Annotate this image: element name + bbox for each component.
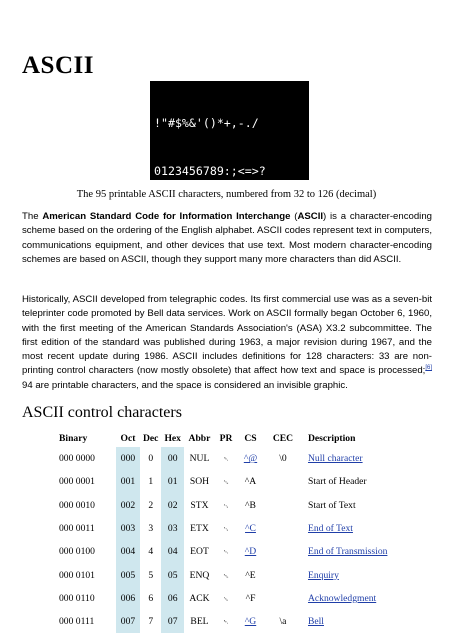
cell-pr xyxy=(215,587,237,610)
description-link[interactable]: Null character xyxy=(307,453,363,465)
control-picture-symbol: ␀ xyxy=(223,457,229,464)
cell-pr xyxy=(215,470,237,493)
cell-cs: ^F xyxy=(245,592,256,604)
cell-hex: 07 xyxy=(161,610,184,633)
cell-cec xyxy=(264,540,302,563)
control-picture-symbol: ␅ xyxy=(223,573,229,580)
table-row xyxy=(56,610,412,633)
cell-cec xyxy=(264,494,302,517)
history-tail: 94 are printable characters, and the space is considered an invisible graphic. xyxy=(22,379,348,391)
caret-notation-link[interactable]: ^@ xyxy=(243,453,258,465)
control-characters-table xyxy=(56,430,412,633)
cell-pr xyxy=(215,610,237,633)
cell-pr xyxy=(215,447,237,470)
cell-oct: 001 xyxy=(116,470,140,493)
cell-description xyxy=(302,447,412,470)
cell-binary: 000 0011 xyxy=(59,523,95,535)
col-header-description: Description xyxy=(307,433,356,444)
section-heading: ASCII control characters xyxy=(22,404,182,421)
cell-description xyxy=(302,540,412,563)
cell-abbr: SOH xyxy=(189,476,210,488)
cell-description xyxy=(302,587,412,610)
cell-binary: 000 0100 xyxy=(59,546,95,558)
cell-cs: ^B xyxy=(245,499,256,511)
cell-cec xyxy=(264,563,302,586)
control-picture-symbol: ␁ xyxy=(223,480,229,487)
cell-abbr: BEL xyxy=(190,616,209,628)
cell-binary: 000 0001 xyxy=(59,476,95,488)
description-link[interactable]: Acknowledgment xyxy=(307,592,377,604)
cell-dec: 0 xyxy=(148,453,154,465)
cell-pr xyxy=(215,494,237,517)
cell-pr xyxy=(215,563,237,586)
description-link[interactable]: End of Transmission xyxy=(307,546,388,558)
cell-description: Start of Text xyxy=(307,499,356,511)
figure-line: !"#$%&'()*+,-./ xyxy=(154,115,259,130)
cell-cec xyxy=(264,587,302,610)
cell-hex: 03 xyxy=(161,517,184,540)
history-paragraph xyxy=(22,293,432,393)
cell-oct: 003 xyxy=(116,517,140,540)
intro-paragraph xyxy=(22,210,432,267)
cell-binary: 000 0110 xyxy=(59,592,95,604)
cell-oct: 002 xyxy=(116,494,140,517)
cell-hex: 06 xyxy=(161,587,184,610)
cell-cs: ^E xyxy=(245,569,256,581)
description-link[interactable]: Bell xyxy=(307,616,324,628)
figure-line: 0123456789:;<=>? xyxy=(154,164,266,179)
table-row xyxy=(56,517,412,540)
col-header-oct: Oct xyxy=(120,433,136,444)
cell-description xyxy=(302,517,412,540)
figure-caption: The 95 printable ASCII characters, numbered from 32 to 126 (decimal) xyxy=(76,189,377,200)
cell-dec: 6 xyxy=(148,592,154,604)
cell-oct: 007 xyxy=(116,610,140,633)
control-picture-symbol: ␃ xyxy=(223,527,229,534)
table-row xyxy=(56,447,412,470)
cell-dec: 2 xyxy=(148,499,154,511)
control-picture-symbol: ␆ xyxy=(223,596,229,603)
cell-binary: 000 0010 xyxy=(59,499,95,511)
col-header-dec: Dec xyxy=(143,433,159,444)
description-link[interactable]: End of Text xyxy=(307,523,353,535)
intro-bold-term: American Standard Code for Information Interchange xyxy=(42,211,291,222)
cell-cs: ^A xyxy=(244,476,257,488)
table-row xyxy=(56,563,412,586)
cell-hex: 05 xyxy=(161,563,184,586)
caret-notation-link[interactable]: ^G xyxy=(244,616,257,628)
col-header-cs: CS xyxy=(244,433,257,444)
cell-hex: 02 xyxy=(161,494,184,517)
cell-pr xyxy=(215,540,237,563)
table-header-row xyxy=(56,430,412,447)
cell-cs xyxy=(237,540,264,563)
cell-cs xyxy=(237,610,264,633)
cell-hex: 01 xyxy=(161,470,184,493)
cell-abbr: EOT xyxy=(190,546,209,558)
control-picture-symbol: ␂ xyxy=(223,503,229,510)
col-header-abbr: Abbr xyxy=(188,433,211,444)
intro-bold-abbr: ASCII xyxy=(297,211,324,222)
control-picture-symbol: ␄ xyxy=(223,550,229,557)
cell-binary: 000 0111 xyxy=(59,616,95,628)
cell-oct: 006 xyxy=(116,587,140,610)
cell-dec: 4 xyxy=(148,546,154,558)
cell-cec xyxy=(264,517,302,540)
reference-link[interactable]: [6] xyxy=(425,365,432,372)
intro-mid: ( xyxy=(290,211,298,222)
cell-cec: \a xyxy=(279,616,287,628)
cell-binary: 000 0101 xyxy=(59,569,95,581)
table-row xyxy=(56,494,412,517)
cell-oct: 004 xyxy=(116,540,140,563)
cell-hex: 00 xyxy=(161,447,184,470)
cell-abbr: ETX xyxy=(190,523,209,535)
table-row xyxy=(56,540,412,563)
cell-oct: 005 xyxy=(116,563,140,586)
cell-cec: \0 xyxy=(279,453,287,465)
cell-cec xyxy=(264,470,302,493)
cell-abbr: ACK xyxy=(189,592,210,604)
cell-dec: 1 xyxy=(148,476,154,488)
table-row xyxy=(56,470,412,493)
cell-dec: 5 xyxy=(148,569,154,581)
cell-abbr: STX xyxy=(190,499,209,511)
col-header-binary: Binary xyxy=(59,433,88,444)
cell-binary: 000 0000 xyxy=(59,453,95,465)
cell-description xyxy=(302,610,412,633)
table-row xyxy=(56,587,412,610)
cell-dec: 7 xyxy=(148,616,154,628)
page-title: ASCII xyxy=(22,52,94,79)
cell-abbr: ENQ xyxy=(189,569,210,581)
history-text: Historically, ASCII developed from telegraphic codes. Its first commercial use was as a seven-bit teleprinter code promoted by Bell data services. Work on ASCII formally began October 6, 1960, with the first meeting of the American Standards Association's (ASA) X3.2 subcommittee. The first edition of the standard was published during 1963, a major revision during 1967, and the most recent update during 1986. ASCII includes definitions for 128 characters: 33 are non-printing control characters (now mostly obsolete) that affect how text and space is processed; xyxy=(22,294,432,377)
caret-notation-link[interactable]: ^C xyxy=(245,523,256,535)
cell-description: Start of Header xyxy=(307,476,367,488)
cell-abbr: NUL xyxy=(189,453,210,465)
cell-cs xyxy=(237,447,264,470)
col-header-pr: PR xyxy=(219,433,233,444)
control-picture-symbol: ␇ xyxy=(223,620,229,627)
ascii-characters-figure xyxy=(150,81,309,180)
cell-description xyxy=(302,563,412,586)
col-header-cec: CEC xyxy=(272,433,294,444)
intro-prefix: The xyxy=(22,211,43,222)
intro-rest: ) is a character-encoding scheme based on the ordering of the English alphabet. ASCII codes represent text in computers, communications equipment, and other devices that use text. Most modern character-encoding schemes are based on ASCII, though they support many more characters than did ASCII. xyxy=(22,211,432,265)
col-header-hex: Hex xyxy=(164,433,181,444)
cell-dec: 3 xyxy=(148,523,154,535)
description-link[interactable]: Enquiry xyxy=(307,569,339,581)
cell-hex: 04 xyxy=(161,540,184,563)
cell-oct: 000 xyxy=(116,447,140,470)
caret-notation-link[interactable]: ^D xyxy=(244,546,257,558)
cell-pr xyxy=(215,517,237,540)
cell-cs xyxy=(237,517,264,540)
